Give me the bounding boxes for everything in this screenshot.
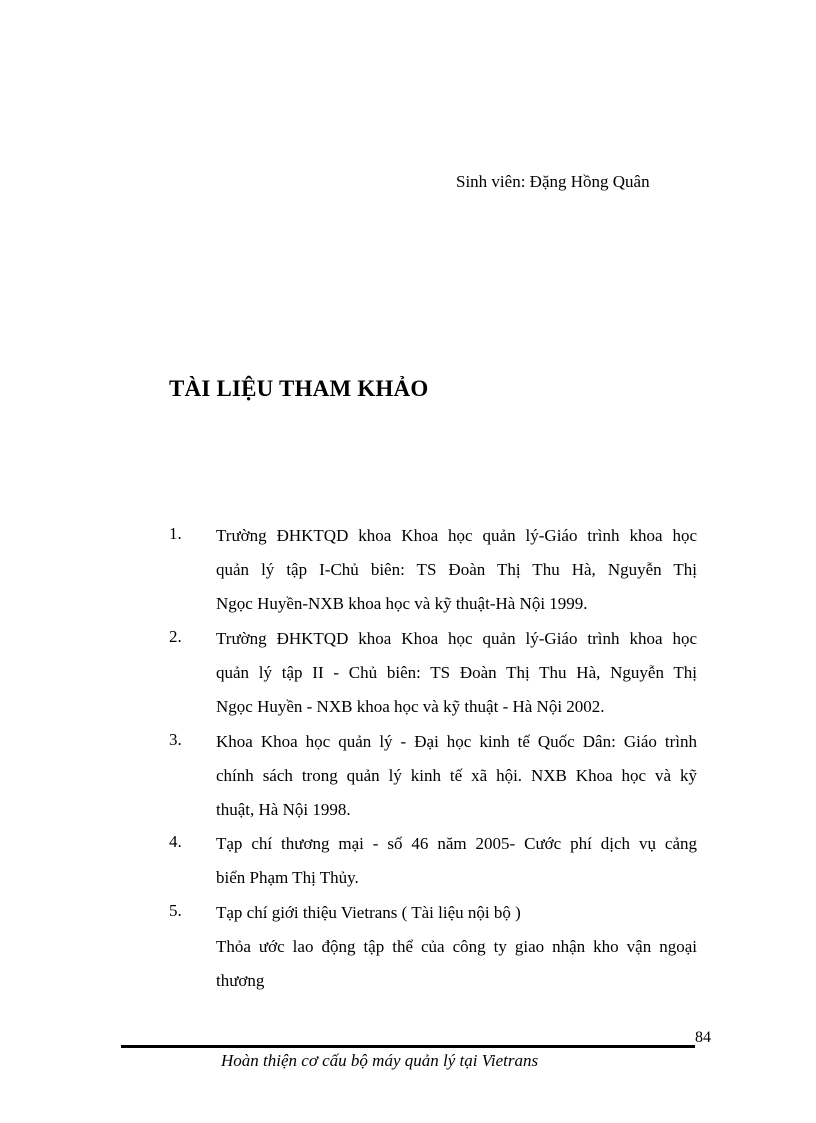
reference-number: 2. xyxy=(169,627,182,646)
reference-line: Ngọc Huyền - NXB khoa học và kỹ thuật - Hà Nội 2002. xyxy=(216,697,605,716)
footer-title: Hoàn thiện cơ cấu bộ máy quản lý tại Vietrans xyxy=(221,1051,539,1070)
reference-line: Tạp chí giới thiệu Vietrans ( Tài liệu nội bộ ) xyxy=(216,903,521,922)
reference-line: Ngọc Huyền-NXB khoa học và kỹ thuật-Hà Nội 1999. xyxy=(216,594,588,613)
reference-line: quản lý tập II - Chủ biên: TS Đoàn Thị Thu Hà, Nguyễn Thị xyxy=(216,663,697,682)
author-line: Sinh viên: Đặng Hồng Quân xyxy=(456,172,650,191)
page-number: 84 xyxy=(695,1029,711,1046)
reference-number: 4. xyxy=(169,832,182,851)
reference-line: Trường ĐHKTQD khoa Khoa học quản lý-Giáo trình khoa học xyxy=(216,629,697,648)
reference-line: biển Phạm Thị Thủy. xyxy=(216,868,359,887)
reference-number: 5. xyxy=(169,901,182,920)
reference-number: 3. xyxy=(169,730,182,749)
section-title: TÀI LIỆU THAM KHẢO xyxy=(169,376,429,401)
reference-line: Thỏa ước lao động tập thể của công ty giao nhận kho vận ngoại xyxy=(216,937,697,956)
footer-rule xyxy=(121,1045,695,1048)
reference-line: quản lý tập I-Chủ biên: TS Đoàn Thị Thu Hà, Nguyễn Thị xyxy=(216,560,697,579)
reference-line: Tạp chí thương mại - số 46 năm 2005- Cước phí dịch vụ cảng xyxy=(216,834,697,853)
reference-line: thương xyxy=(216,971,265,990)
reference-line: chính sách trong quản lý kinh tế xã hội. NXB Khoa học và kỹ xyxy=(216,766,697,785)
reference-number: 1. xyxy=(169,524,182,543)
reference-line: thuật, Hà Nội 1998. xyxy=(216,800,351,819)
reference-line: Khoa Khoa học quản lý - Đại học kinh tế Quốc Dân: Giáo trình xyxy=(216,732,697,751)
reference-line: Trường ĐHKTQD khoa Khoa học quản lý-Giáo trình khoa học xyxy=(216,526,697,545)
